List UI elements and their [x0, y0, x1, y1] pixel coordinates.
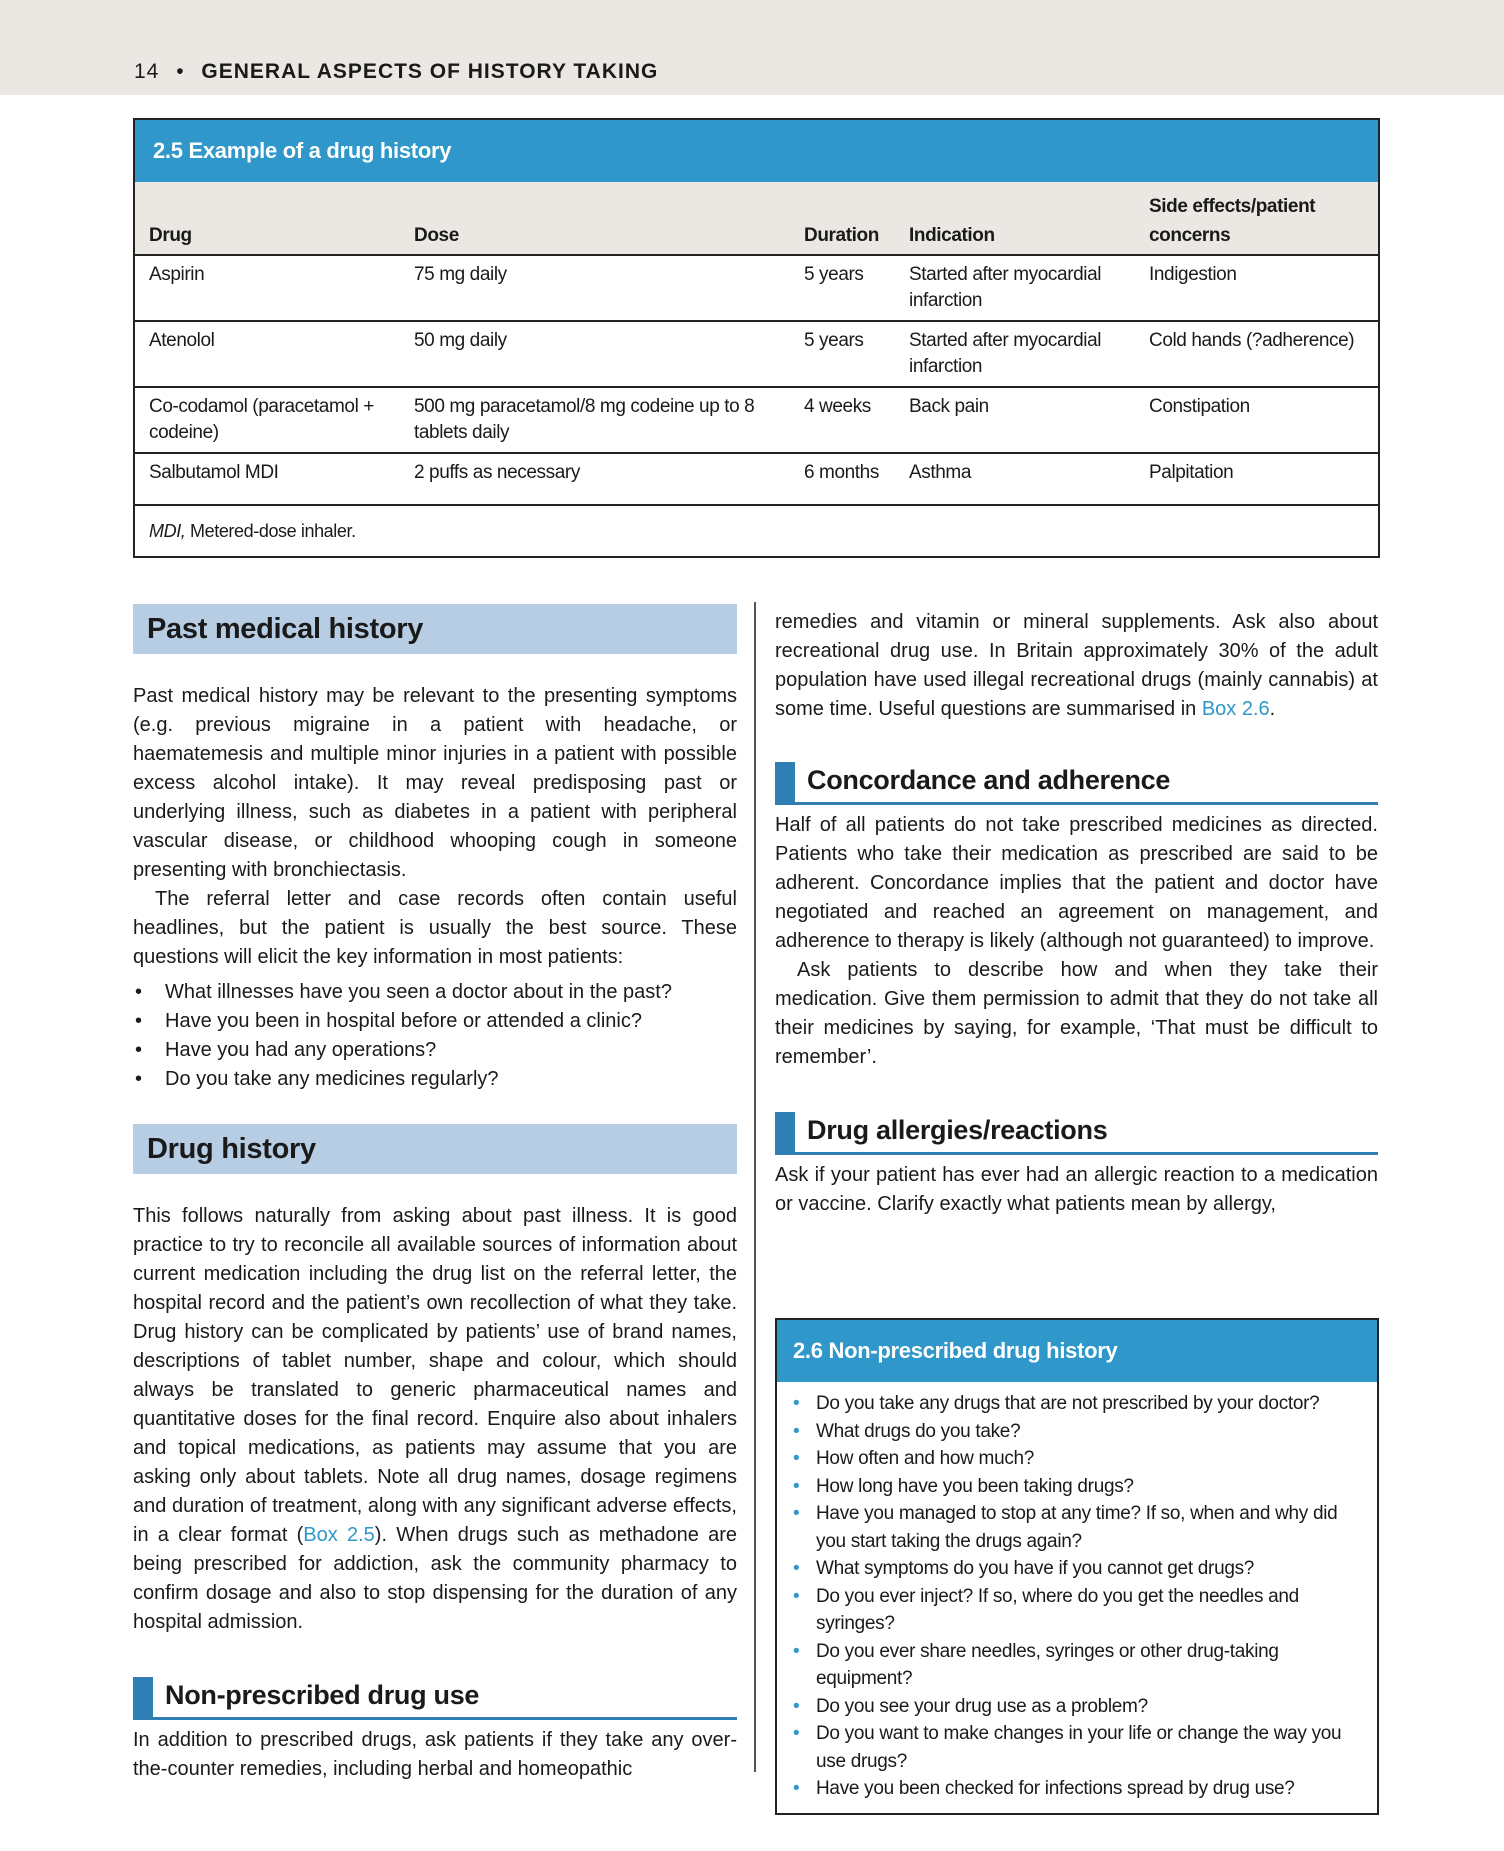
list-item: • Do you take any drugs that are not prescribed by your doctor? — [793, 1390, 1363, 1418]
heading-past-medical-history: Past medical history — [133, 604, 737, 654]
cell: Aspirin — [135, 255, 400, 321]
question-list — [777, 1382, 1377, 1813]
cell: 500 mg paracetamol/8 mg codeine up to 8 tablets daily — [400, 387, 790, 453]
cell: 2 puffs as necessary — [400, 453, 790, 505]
list-item: • Do you ever share needles, syringes or other drug-taking equipment? — [793, 1638, 1363, 1693]
box-2-5-link[interactable]: Box 2.5 — [303, 1524, 375, 1546]
paragraph — [133, 1202, 737, 1637]
text: . — [1269, 698, 1276, 720]
separator-bullet: • — [176, 60, 185, 83]
list-item: • Do you take any medicines regularly? — [133, 1065, 737, 1094]
cell: 75 mg daily — [400, 255, 790, 321]
box-title: 2.5 Example of a drug history — [135, 120, 1378, 182]
right-column — [775, 608, 1378, 1219]
text: remedies and vitamin or mineral supplements. Ask also about recreational drug use. In Britain approximately 30% of the adult population have used illegal recreational drugs (mainly cannabis) at some time. Useful questions are summarised in — [775, 611, 1378, 720]
heading-drug-allergies: Drug allergies/reactions — [775, 1112, 1378, 1155]
paragraph: In addition to prescribed drugs, ask patients if they take any over-the-counter remedies, including herbal and homeopathic — [133, 1729, 737, 1780]
footnote-abbr: MDI, — [149, 521, 186, 541]
paragraph: The referral letter and case records often contain useful headlines, but the patient is usually the best source. These questions will elicit the key information in most patients: — [133, 888, 737, 968]
footnote-text: Metered-dose inhaler. — [185, 521, 356, 541]
cell: Constipation — [1135, 387, 1378, 453]
list-item: • What illnesses have you seen a doctor about in the past? — [133, 978, 737, 1007]
drug-history-table — [135, 182, 1378, 556]
column-divider — [754, 602, 756, 1772]
left-column — [133, 604, 737, 1784]
box-2-5-drug-history — [133, 118, 1380, 558]
cell: Palpitation — [1135, 453, 1378, 505]
paragraph: Ask if your patient has ever had an allergic reaction to a medication or vaccine. Clarify exactly what patients mean by allergy, — [775, 1164, 1378, 1215]
cell: 5 years — [790, 255, 895, 321]
list-item: • Do you want to make changes in your life or change the way you use drugs? — [793, 1720, 1363, 1775]
box-2-6-non-prescribed-drug-history — [775, 1318, 1379, 1815]
column-header: Duration — [790, 182, 895, 255]
list-item: • Have you had any operations? — [133, 1036, 737, 1065]
column-header: Side effects/patient concerns — [1135, 182, 1378, 255]
list-item: • Have you been checked for infections spread by drug use? — [793, 1775, 1363, 1803]
cell: Started after myocardial infarction — [895, 321, 1135, 387]
box-title: 2.6 Non-prescribed drug history — [777, 1320, 1377, 1382]
cell: Atenolol — [135, 321, 400, 387]
cell: Cold hands (?adherence) — [1135, 321, 1378, 387]
heading-non-prescribed-drug-use: Non-prescribed drug use — [133, 1677, 737, 1720]
box-2-6-link[interactable]: Box 2.6 — [1201, 698, 1270, 720]
cell: 4 weeks — [790, 387, 895, 453]
text: ). When drugs such as methadone are being prescribed for addiction, ask the community pharmacy to confirm dosage and also to stop dispensing for the duration of any hospital admission. — [133, 1524, 738, 1633]
table-footnote — [135, 505, 1378, 556]
table-row — [135, 453, 1378, 505]
table-row — [135, 387, 1378, 453]
column-header: Dose — [400, 182, 790, 255]
paragraph: Ask patients to describe how and when they take their medication. Give them permission to admit that they do not take all their medicines by saying, for example, ‘That must be difficult to remember’. — [775, 959, 1378, 1068]
paragraph: Half of all patients do not take prescribed medicines as directed. Patients who take their medication as prescribed are said to be adherent. Concordance implies that the patient and doctor have negotiated and reached an agreement on management, and adherence to therapy is likely (although not guaranteed) to improve. — [775, 814, 1378, 952]
cell: Salbutamol MDI — [135, 453, 400, 505]
list-item: • Have you managed to stop at any time? If so, when and why did you start taking the drugs again? — [793, 1500, 1363, 1555]
cell: Co-codamol (paracetamol + codeine) — [135, 387, 400, 453]
list-item: • Do you see your drug use as a problem? — [793, 1693, 1363, 1721]
list-item: • How long have you been taking drugs? — [793, 1473, 1363, 1501]
cell: Started after myocardial infarction — [895, 255, 1135, 321]
column-header: Drug — [135, 182, 400, 255]
pmh-question-list — [133, 978, 737, 1094]
list-item: • Have you been in hospital before or attended a clinic? — [133, 1007, 737, 1036]
table-row — [135, 255, 1378, 321]
column-header: Indication — [895, 182, 1135, 255]
cell: Back pain — [895, 387, 1135, 453]
page-number: 14 — [134, 60, 160, 83]
cell: Indigestion — [1135, 255, 1378, 321]
heading-drug-history: Drug history — [133, 1124, 737, 1174]
list-item: • What symptoms do you have if you cannot get drugs? — [793, 1555, 1363, 1583]
paragraph — [775, 608, 1378, 724]
list-item: • How often and how much? — [793, 1445, 1363, 1473]
table-header-row — [135, 182, 1378, 255]
cell: 50 mg daily — [400, 321, 790, 387]
heading-concordance-adherence: Concordance and adherence — [775, 762, 1378, 805]
paragraph: Past medical history may be relevant to the presenting symptoms (e.g. previous migraine in a patient with headache, or haematemesis and multiple minor injuries in a patient with possible excess alcohol intake). It may reveal predisposing past or underlying illness, such as diabetes in a patient with peripheral vascular disease, or childhood whooping cough in someone presenting with bronchiectasis. — [133, 685, 737, 881]
table-row — [135, 321, 1378, 387]
cell: 6 months — [790, 453, 895, 505]
cell: 5 years — [790, 321, 895, 387]
running-header — [134, 60, 658, 84]
list-item: • Do you ever inject? If so, where do you get the needles and syringes? — [793, 1583, 1363, 1638]
cell: Asthma — [895, 453, 1135, 505]
chapter-title: GENERAL ASPECTS OF HISTORY TAKING — [201, 60, 659, 83]
list-item: • What drugs do you take? — [793, 1418, 1363, 1446]
text: This follows naturally from asking about past illness. It is good practice to try to reconcile all available sources of information about current medication including the drug list on the referral letter, the hospital record and the patient’s own recollection of what they take. Drug history can be complicated by patients’ use of brand names, descriptions of tablet number, shape and colour, which should always be translated to generic pharmaceutical names and quantitative doses for the final record. Enquire also about inhalers and topical medications, as patients may assume that you are asking only about tablets. Note all drug names, dosage regimens and duration of treatment, along with any significant adverse effects, in a clear format ( — [133, 1205, 737, 1546]
